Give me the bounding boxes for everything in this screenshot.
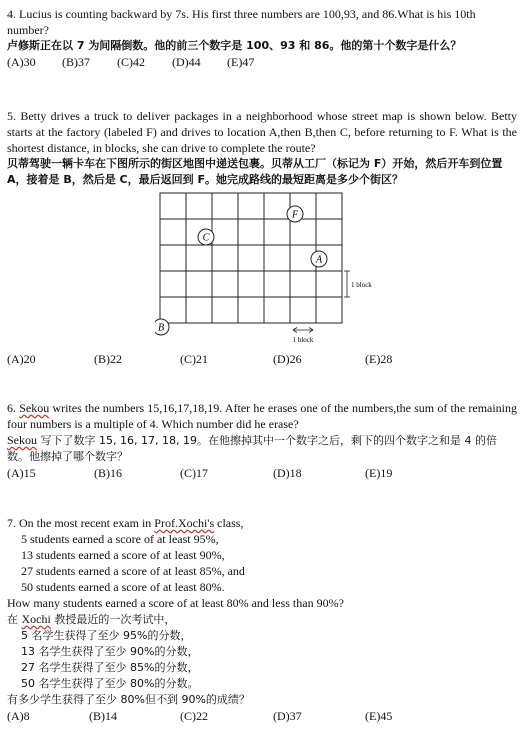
q7-zh-line-4: 50 名学生获得了至少 80%的分数。 (21, 677, 199, 690)
q6-option-a[interactable]: (A)15 (7, 466, 36, 480)
q7-zh-line-2: 13 名学生获得了至少 90%的分数， (21, 645, 199, 658)
location-b-label: B (157, 322, 165, 334)
q7-intro-b: class, (217, 516, 244, 530)
q7-intro-zh-b: 教授最近的一次考试中， (54, 613, 176, 626)
q7-intro-zh (7, 611, 517, 628)
q6-options (7, 465, 517, 481)
q7-option-d[interactable]: (D)37 (273, 709, 302, 723)
q6-chinese (7, 432, 517, 465)
q7-intro-zh-a: 在 (7, 613, 18, 626)
location-a-label: A (315, 254, 323, 266)
q7-line-2: 13 students earned a score of at least 90%, (21, 548, 225, 562)
q7-intro (7, 515, 517, 531)
location-f-label: F (291, 209, 299, 221)
q7-line-1: 5 students earned a score of at least 95%, (21, 532, 219, 546)
scale-label-horizontal: 1 block (292, 336, 314, 344)
q7-professor: Prof.Xochi's (154, 516, 215, 530)
q6-option-e[interactable]: (E)19 (365, 466, 393, 480)
q4-options (7, 54, 517, 70)
q5-option-a[interactable]: (A)20 (7, 352, 36, 366)
scale-bar-vertical (344, 271, 350, 297)
q6-option-c[interactable]: (C)17 (180, 466, 208, 480)
location-c-label: C (202, 232, 210, 244)
q6-chinese-text: 写下了数字 15, 16, 17, 18, 19。在他擦掉其中一个数字之后，剩下的四个数字之和是 4 的倍数。他擦掉了哪个数字？ (7, 434, 497, 463)
question-6 (7, 400, 517, 481)
q4-option-b[interactable]: (B)37 (62, 55, 90, 69)
q5-option-c[interactable]: (C)21 (180, 352, 208, 366)
q5-options-block (7, 351, 517, 367)
q7-line-3: 27 students earned a score of at least 85%, and (21, 564, 245, 578)
question-5 (7, 108, 517, 188)
q7-professor-zh: Xochi (21, 612, 51, 626)
q5-option-b[interactable]: (B)22 (94, 352, 122, 366)
q4-english: 4. Lucius is counting backward by 7s. His first three numbers are 100,93, and 86.What is his 10th number? (7, 7, 476, 37)
q7-line-4: 50 students earned a score of at least 80%. (21, 580, 225, 594)
q4-chinese: 卢修斯正在以 7 为间隔倒数。他的前三个数字是 100、93 和 86。他的第十个数字是什么？ (7, 39, 462, 52)
q6-english (7, 400, 517, 432)
scale-bar-horizontal (293, 328, 313, 333)
q6-option-b[interactable]: (B)16 (94, 466, 122, 480)
q6-name: Sekou (19, 401, 50, 415)
q4-option-e[interactable]: (E)47 (227, 55, 255, 69)
q4-option-d[interactable]: (D)44 (172, 55, 201, 69)
q7-zh-line-3: 27 名学生获得了至少 85%的分数， (21, 661, 199, 674)
q6-english-text: writes the numbers 15,16,17,18,19. After he erases one of the numbers,the sum of the remaining four numbers is a multiple of 4. Which number did he erase? (7, 401, 518, 431)
q5-option-d[interactable]: (D)26 (273, 352, 302, 366)
street-map-grid (155, 191, 377, 347)
location-f-marker (287, 206, 303, 222)
q7-intro-a: 7. On the most recent exam in (7, 516, 152, 530)
q7-question: How many students earned a score of at least 80% and less than 90%? (7, 596, 344, 610)
q7-option-a[interactable]: (A)8 (7, 709, 30, 723)
q7-question-zh: 有多少学生获得了至少 80%但不到 90%的成绩？ (7, 693, 250, 706)
location-c-marker (198, 229, 214, 245)
q6-name-zh: Sekou (7, 433, 37, 447)
q6-option-d[interactable]: (D)18 (273, 466, 302, 480)
q7-option-b[interactable]: (B)14 (89, 709, 117, 723)
q7-option-c[interactable]: (C)22 (180, 709, 208, 723)
q4-option-a[interactable]: (A)30 (7, 55, 36, 69)
q4-option-c[interactable]: (C)42 (117, 55, 145, 69)
q5-chinese: 贝蒂驾驶一辆卡车在下图所示的街区地图中递送包裹。贝蒂从工厂（标记为 F）开始，然后开车到位置 A，接着是 B，然后是 C，最后返回到 F。她完成路线的最短距离是多少个街区？ (7, 157, 503, 186)
question-7 (7, 515, 517, 724)
question-4 (7, 6, 517, 70)
q7-zh-line-1: 5 名学生获得了至少 95%的分数， (21, 629, 192, 642)
location-b-marker (155, 319, 169, 335)
q7-options (7, 708, 517, 724)
scale-label-vertical: 1 block (351, 281, 372, 289)
q7-option-e[interactable]: (E)45 (365, 709, 393, 723)
q5-options (7, 351, 517, 367)
location-a-marker (311, 251, 327, 267)
q5-option-e[interactable]: (E)28 (365, 352, 393, 366)
q6-number: 6. (7, 401, 16, 415)
q5-english: 5. Betty drives a truck to deliver packages in a neighborhood whose street map is shown below. Betty starts at the factory (labeled F) and drives to location A,then B,then C, before returning to F. What is the shortest distance, in blocks, she can drive to complete the route? (7, 109, 517, 155)
